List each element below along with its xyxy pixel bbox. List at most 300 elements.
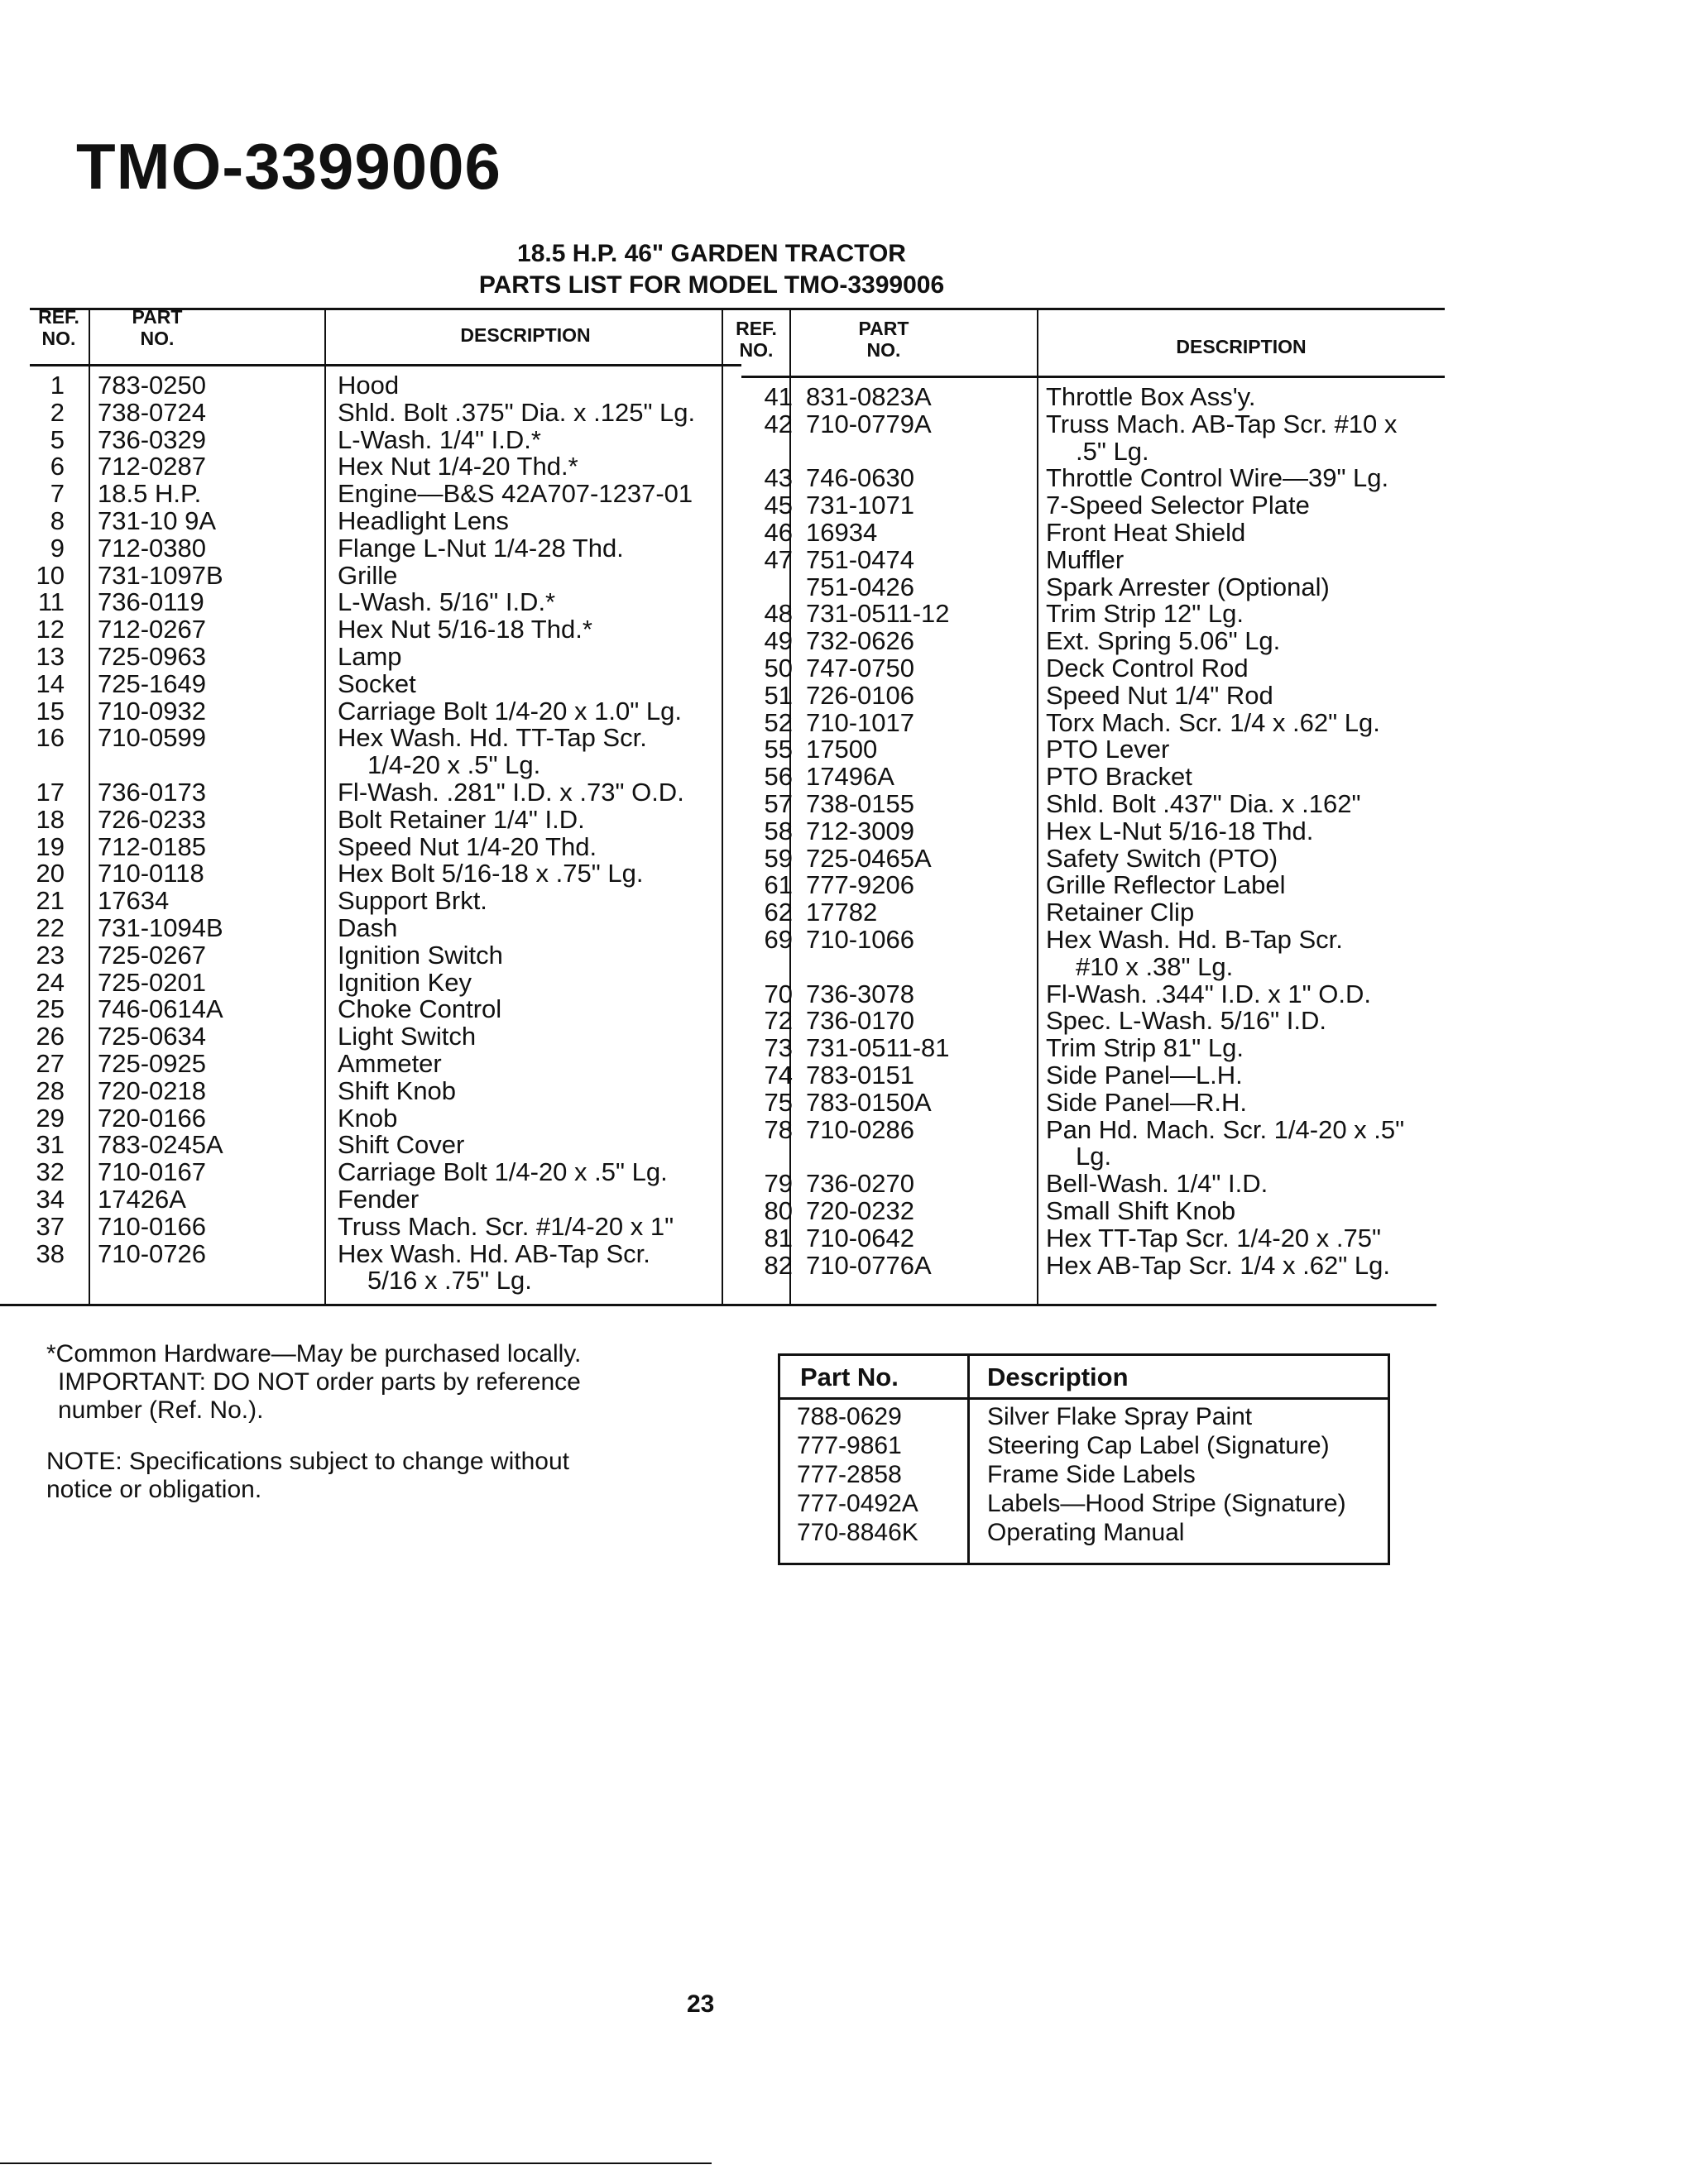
part-number: 738-0724 (98, 397, 207, 427)
part-description: Bolt Retainer 1/4" I.D. (338, 804, 585, 834)
part-number: 783-0245A (98, 1130, 223, 1160)
table-row (723, 818, 1451, 845)
part-description: 1/4-20 x .5" Lg. (367, 750, 541, 780)
table-row (0, 1267, 728, 1295)
part-number: 720-0218 (98, 1075, 207, 1105)
part-number: 712-3009 (806, 816, 915, 845)
description-header-text: DESCRIPTION (1176, 336, 1307, 357)
ref-number: 58 (764, 816, 793, 845)
part-number: 736-3078 (806, 979, 915, 1008)
part-description: Hex Nut 5/16-18 Thd.* (338, 615, 592, 644)
ref-header-line-2: NO. (739, 339, 774, 361)
ref-number: 23 (36, 940, 65, 970)
part-description: Flange L-Nut 1/4-28 Thd. (338, 533, 624, 563)
table-row (0, 372, 728, 400)
part-number: 710-0118 (98, 859, 204, 888)
table-row (0, 831, 728, 861)
table-row (723, 1143, 1451, 1171)
part-description: Support Brkt. (338, 886, 487, 916)
part-number: 831-0823A (806, 382, 932, 411)
ref-number: 27 (36, 1048, 65, 1078)
table-row (0, 424, 728, 454)
description-header: Description (987, 1363, 1129, 1391)
table-row (0, 1159, 728, 1186)
description-header-text: DESCRIPTION (460, 324, 591, 346)
table-row (723, 1008, 1451, 1035)
table-row (0, 860, 728, 888)
part-description: #10 x .38" Lg. (1076, 951, 1234, 981)
table-row (723, 465, 1451, 492)
part-description: Speed Nut 1/4-20 Thd. (338, 831, 597, 861)
ref-number: 50 (764, 653, 793, 682)
left-parts-list (0, 372, 728, 1295)
ref-number: 15 (36, 696, 65, 726)
ref-number: 11 (37, 587, 65, 617)
part-description: Truss Mach. Scr. #1/4-20 x 1" (338, 1211, 674, 1241)
part-number: 726-0233 (98, 804, 207, 834)
table-row (723, 951, 1451, 981)
part-description: L-Wash. 1/4" I.D.* (338, 424, 541, 454)
ref-number: 25 (36, 994, 65, 1024)
table-row (723, 438, 1451, 466)
part-description: Ignition Key (338, 967, 472, 997)
ref-number: 73 (764, 1033, 793, 1063)
part-description: Shift Knob (338, 1075, 457, 1105)
table-row (0, 397, 728, 427)
table-row (723, 544, 1451, 574)
left-ref-header (30, 306, 88, 349)
parts-list-heading (463, 238, 960, 301)
ref-number: 1 (50, 371, 65, 400)
ref-number: 29 (36, 1103, 65, 1133)
part-description: L-Wash. 5/16" I.D.* (338, 587, 556, 617)
part-description: Lamp (338, 641, 402, 671)
ref-number: 12 (36, 615, 65, 644)
table-row (0, 1132, 728, 1159)
table-row (723, 764, 1451, 791)
footnotes (46, 1340, 725, 1504)
ref-number: 26 (36, 1022, 65, 1051)
part-number: 746-0630 (806, 463, 915, 493)
part-number: 731-1097B (98, 560, 223, 590)
part-number: 725-0925 (98, 1048, 207, 1078)
part-number: 777-0492A (797, 1490, 918, 1517)
part-description: Shld. Bolt .375" Dia. x .125" Lg. (338, 397, 696, 427)
table-row (0, 725, 728, 752)
part-description: Fl-Wash. .281" I.D. x .73" O.D. (338, 777, 684, 807)
part-description: Ammeter (338, 1048, 442, 1078)
table-row (780, 1402, 1388, 1431)
part-description: Grille Reflector Label (1046, 870, 1286, 900)
part-number: 731-1071 (806, 491, 915, 520)
ref-number: 69 (764, 924, 793, 954)
part-number: 710-0779A (806, 409, 932, 438)
left-description-header (331, 324, 720, 346)
part-number: 738-0155 (806, 788, 915, 818)
table-row (0, 453, 728, 481)
part-description: Labels—Hood Stripe (Signature) (987, 1490, 1346, 1517)
table-row (723, 628, 1451, 655)
table-row (0, 698, 728, 726)
table-row (0, 752, 728, 779)
table-row (0, 641, 728, 671)
part-number: 751-0474 (806, 544, 915, 574)
part-description: 5/16 x .75" Lg. (367, 1266, 532, 1296)
part-number: 736-0170 (806, 1006, 915, 1036)
table-row (723, 981, 1451, 1008)
table-row (723, 1062, 1451, 1090)
table-row (0, 967, 728, 997)
part-number: 777-2858 (797, 1461, 902, 1488)
part-description: Shift Cover (338, 1130, 465, 1160)
page-bottom-rule (0, 2162, 712, 2164)
table-row (0, 1211, 728, 1241)
ref-number: 9 (50, 533, 65, 563)
part-description: Front Heat Shield (1046, 517, 1246, 547)
table-row (723, 736, 1451, 764)
part-description: PTO Lever (1046, 735, 1170, 764)
part-description: Hex L-Nut 5/16-18 Thd. (1046, 816, 1314, 845)
part-description: Hood (338, 371, 400, 400)
table-row (780, 1460, 1388, 1489)
part-description: Shld. Bolt .437" Dia. x .162" (1046, 788, 1361, 818)
right-parts-list (723, 384, 1451, 1279)
ref-number: 8 (50, 505, 65, 535)
part-description: Small Shift Knob (1046, 1195, 1236, 1225)
table-bottom-rule (0, 1304, 1436, 1306)
table-row (723, 574, 1451, 601)
table-row (0, 888, 728, 915)
part-description: Trim Strip 81" Lg. (1046, 1033, 1244, 1063)
part-description: Ext. Spring 5.06" Lg. (1046, 626, 1281, 656)
ref-number: 78 (764, 1114, 793, 1144)
part-number: 710-0726 (98, 1238, 207, 1268)
ref-number: 28 (36, 1075, 65, 1105)
ref-number: 10 (36, 560, 65, 590)
ref-number: 2 (50, 397, 65, 427)
ref-number: 22 (36, 912, 65, 942)
table-row (723, 1225, 1451, 1252)
table-row (0, 481, 728, 508)
table-row (0, 668, 728, 698)
part-description: Socket (338, 668, 416, 698)
table-row (0, 912, 728, 942)
part-header-line-1: PART (132, 306, 183, 328)
header-bottom-rule-right (741, 376, 1445, 378)
table-row (723, 899, 1451, 927)
ref-number: 19 (36, 831, 65, 861)
ref-number: 32 (36, 1157, 65, 1187)
part-description: Carriage Bolt 1/4-20 x .5" Lg. (338, 1157, 668, 1187)
part-number: 731-1094B (98, 912, 223, 942)
part-number: 710-0599 (98, 723, 207, 753)
part-number: 17496A (806, 762, 894, 792)
part-description: Engine—B&S 42A707-1237-01 (338, 479, 693, 509)
ref-number: 38 (36, 1238, 65, 1268)
part-description: Hex Wash. Hd. TT-Tap Scr. (338, 723, 647, 753)
table-row (0, 1186, 728, 1214)
part-description: Torx Mach. Scr. 1/4 x .62" Lg. (1046, 707, 1380, 737)
part-number: 736-0119 (98, 587, 204, 617)
part-number: 712-0380 (98, 533, 207, 563)
part-description: .5" Lg. (1076, 436, 1149, 466)
part-description: Ignition Switch (338, 940, 503, 970)
part-description: Trim Strip 12" Lg. (1046, 599, 1244, 629)
ref-number: 61 (764, 870, 793, 900)
part-description: Hex Wash. Hd. B-Tap Scr. (1046, 924, 1343, 954)
part-number: 17634 (98, 886, 170, 916)
part-description: Throttle Box Ass'y. (1046, 382, 1256, 411)
part-number: 770-8846K (797, 1519, 918, 1546)
part-description: Deck Control Rod (1046, 653, 1249, 682)
part-number: 712-0185 (98, 831, 207, 861)
part-number: 712-0267 (98, 615, 207, 644)
heading-line-2: PARTS LIST FOR MODEL TMO-3399006 (478, 271, 945, 299)
part-description: Choke Control (338, 994, 502, 1024)
part-number: 725-0267 (98, 940, 207, 970)
table-row (0, 942, 728, 970)
part-description: Bell-Wash. 1/4" I.D. (1046, 1169, 1268, 1199)
part-description: Knob (338, 1103, 398, 1133)
table-row (723, 601, 1451, 628)
ref-number: 48 (764, 599, 793, 629)
ref-number: 49 (764, 626, 793, 656)
left-part-header (91, 306, 223, 349)
ref-number: 51 (764, 680, 793, 710)
ref-number: 20 (36, 859, 65, 888)
ref-number: 14 (36, 668, 65, 698)
part-number: 736-0329 (98, 424, 207, 454)
table-row (780, 1489, 1388, 1518)
part-description: 7-Speed Selector Plate (1046, 491, 1310, 520)
ref-number: 56 (764, 762, 793, 792)
part-number: 747-0750 (806, 653, 915, 682)
right-description-header (1043, 336, 1440, 357)
ref-number: 45 (764, 491, 793, 520)
ref-number: 43 (764, 463, 793, 493)
part-number: 725-0465A (806, 843, 932, 873)
part-description: Grille (338, 560, 398, 590)
part-description: Dash (338, 912, 398, 942)
part-description: Frame Side Labels (987, 1461, 1196, 1488)
ref-header-line-2: NO. (41, 328, 76, 349)
table-top-rule (30, 308, 1445, 310)
table-row (0, 996, 728, 1023)
part-description: Throttle Control Wire—39" Lg. (1046, 463, 1389, 493)
part-header-line-1: PART (858, 318, 909, 339)
part-number: 17500 (806, 735, 878, 764)
part-no-header: Part No. (800, 1363, 899, 1391)
additional-parts-table (778, 1353, 1390, 1565)
part-description: Carriage Bolt 1/4-20 x 1.0" Lg. (338, 696, 682, 726)
part-description: Fl-Wash. .344" I.D. x 1" O.D. (1046, 979, 1371, 1008)
heading-line-1: 18.5 H.P. 46" GARDEN TRACTOR (517, 240, 906, 267)
part-number: 746-0614A (98, 994, 223, 1024)
common-hardware-note: *Common Hardware—May be purchased locally. (46, 1340, 582, 1367)
table-row (0, 1238, 728, 1268)
ref-number: 21 (36, 886, 65, 916)
part-number: 731-10 9A (98, 505, 217, 535)
part-number: 710-1066 (806, 924, 915, 954)
part-description: Safety Switch (PTO) (1046, 843, 1278, 873)
part-number: 777-9861 (797, 1432, 902, 1459)
ref-number: 62 (764, 898, 793, 927)
part-number: 736-0173 (98, 777, 207, 807)
part-header-line-2: NO. (866, 339, 901, 361)
table-row (723, 845, 1451, 873)
page-number: 23 (687, 1990, 715, 2018)
table-row (723, 492, 1451, 520)
ref-number: 18 (36, 804, 65, 834)
part-number: 710-0166 (98, 1211, 207, 1241)
ref-number: 16 (36, 723, 65, 753)
part-number: 710-1017 (806, 707, 915, 737)
ref-number: 24 (36, 967, 65, 997)
ref-number: 82 (764, 1250, 793, 1280)
ref-number: 31 (36, 1130, 65, 1160)
right-part-header (793, 318, 975, 361)
part-description: Spec. L-Wash. 5/16" I.D. (1046, 1006, 1326, 1036)
ref-number: 34 (36, 1184, 65, 1214)
table-row (0, 1048, 728, 1078)
part-description: Hex TT-Tap Scr. 1/4-20 x .75" (1046, 1223, 1381, 1252)
part-number: 710-0167 (98, 1157, 207, 1187)
part-number: 783-0250 (98, 371, 207, 400)
right-ref-header (723, 318, 789, 361)
table-row (0, 535, 728, 563)
part-number: 725-0963 (98, 641, 207, 671)
header-bottom-rule-left (30, 364, 741, 366)
ref-number: 59 (764, 843, 793, 873)
part-description: Pan Hd. Mach. Scr. 1/4-20 x .5" (1046, 1114, 1405, 1144)
part-description: Truss Mach. AB-Tap Scr. #10 x (1046, 409, 1398, 438)
table-row (0, 589, 728, 616)
part-description: Hex Bolt 5/16-18 x .75" Lg. (338, 859, 644, 888)
ref-number: 7 (50, 479, 65, 509)
ref-header-line-1: REF. (38, 306, 79, 328)
ref-number: 80 (764, 1195, 793, 1225)
part-description: Fender (338, 1184, 420, 1214)
table-row (723, 1114, 1451, 1144)
ref-number: 6 (50, 452, 65, 481)
part-number: 732-0626 (806, 626, 915, 656)
part-number: 736-0270 (806, 1169, 915, 1199)
ref-header-line-1: REF. (736, 318, 777, 339)
part-number: 725-0634 (98, 1022, 207, 1051)
table-row (723, 1087, 1451, 1117)
important-note-continued: number (Ref. No.). (58, 1396, 264, 1424)
part-description: Hex AB-Tap Scr. 1/4 x .62" Lg. (1046, 1250, 1390, 1280)
table-row (723, 411, 1451, 438)
ref-number: 13 (36, 641, 65, 671)
table-row (723, 517, 1451, 547)
table-row (780, 1431, 1388, 1460)
table-row (0, 1105, 728, 1133)
ref-number: 72 (764, 1006, 793, 1036)
table-row (0, 1023, 728, 1051)
ref-number: 57 (764, 788, 793, 818)
part-description: Lg. (1076, 1142, 1112, 1171)
part-number: 17426A (98, 1184, 186, 1214)
ref-number: 47 (764, 544, 793, 574)
ref-number: 17 (36, 777, 65, 807)
part-description: Side Panel—R.H. (1046, 1087, 1247, 1117)
table-row (723, 655, 1451, 682)
part-description: Steering Cap Label (Signature) (987, 1432, 1330, 1459)
table-row (0, 505, 728, 535)
part-description: Hex Nut 1/4-20 Thd.* (338, 452, 578, 481)
part-description: Silver Flake Spray Paint (987, 1403, 1253, 1430)
ref-number: 46 (764, 517, 793, 547)
part-number: 725-0201 (98, 967, 207, 997)
table-row (723, 1035, 1451, 1062)
part-number: 788-0629 (797, 1403, 902, 1430)
table-row (0, 779, 728, 807)
table-row (0, 1075, 728, 1105)
table-row (723, 682, 1451, 710)
part-number: 720-0166 (98, 1103, 207, 1133)
part-number: 777-9206 (806, 870, 915, 900)
ref-number: 74 (764, 1060, 793, 1090)
part-description: Side Panel—L.H. (1046, 1060, 1243, 1090)
ref-number: 75 (764, 1087, 793, 1117)
part-description: Retainer Clip (1046, 898, 1195, 927)
part-description: Operating Manual (987, 1519, 1185, 1546)
ref-number: 70 (764, 979, 793, 1008)
table-row (723, 384, 1451, 411)
part-description: Spark Arrester (Optional) (1046, 572, 1330, 601)
ref-number: 55 (764, 735, 793, 764)
table-row (0, 804, 728, 834)
important-note: IMPORTANT: DO NOT order parts by reference (58, 1368, 581, 1396)
model-number: TMO-3399006 (76, 130, 501, 203)
part-header-line-2: NO. (140, 328, 175, 349)
ref-number: 52 (764, 707, 793, 737)
table-row (723, 788, 1451, 818)
table-row (723, 1195, 1451, 1225)
table-row (723, 924, 1451, 954)
table-row (0, 560, 728, 590)
ref-number: 5 (50, 424, 65, 454)
ref-number: 41 (764, 382, 793, 411)
part-number: 720-0232 (806, 1195, 915, 1225)
part-number: 783-0151 (806, 1060, 915, 1090)
part-description: Muffler (1046, 544, 1125, 574)
table-row (0, 616, 728, 644)
table-row (723, 1252, 1451, 1280)
part-number: 783-0150A (806, 1087, 932, 1117)
table-row (723, 707, 1451, 737)
ref-number: 42 (764, 409, 793, 438)
ref-number: 81 (764, 1223, 793, 1252)
part-description: Speed Nut 1/4" Rod (1046, 680, 1273, 710)
part-number: 731-0511-12 (806, 599, 950, 629)
part-number: 712-0287 (98, 452, 207, 481)
table-row (780, 1518, 1388, 1547)
part-description: Hex Wash. Hd. AB-Tap Scr. (338, 1238, 650, 1268)
part-number: 710-0642 (806, 1223, 915, 1252)
specifications-note-continued: notice or obligation. (46, 1476, 262, 1503)
ref-number: 37 (36, 1211, 65, 1241)
table-row (723, 872, 1451, 899)
table-row (723, 1171, 1451, 1198)
part-description: Light Switch (338, 1022, 477, 1051)
part-number: 731-0511-81 (806, 1033, 950, 1063)
specifications-note: NOTE: Specifications subject to change without (46, 1448, 569, 1475)
part-number: 751-0426 (806, 572, 915, 601)
additional-parts-header (780, 1356, 1388, 1400)
additional-parts-rows (780, 1402, 1388, 1547)
